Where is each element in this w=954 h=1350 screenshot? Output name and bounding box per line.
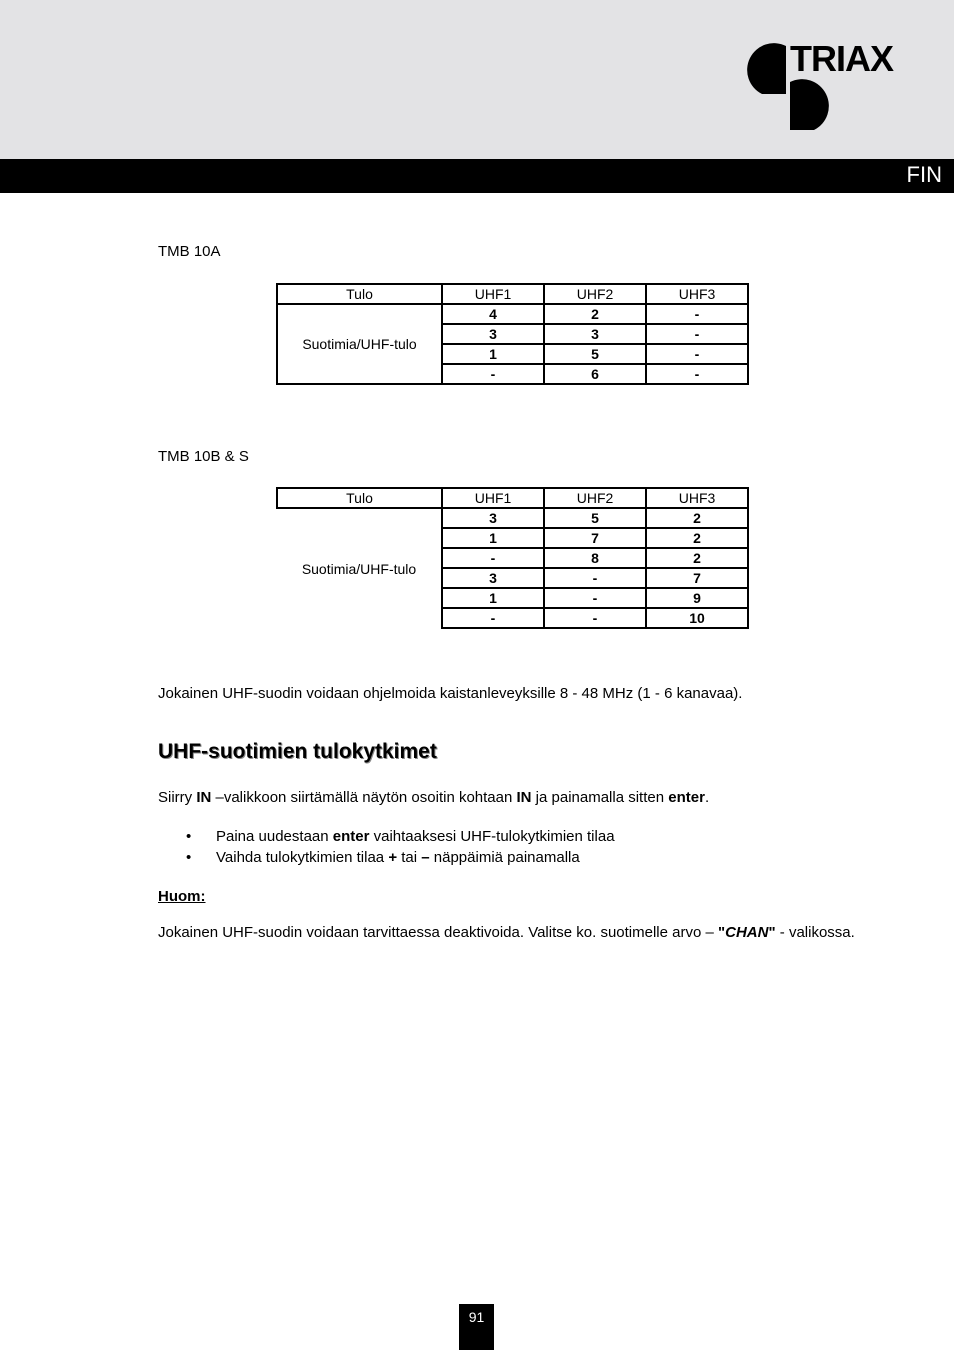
table-cell: -: [646, 304, 748, 324]
text-run: Jokainen UHF-suodin voidaan tarvittaessa deaktivoida. Valitse ko. suotimelle arvo –: [158, 924, 719, 941]
table-cell: 3: [442, 508, 544, 528]
table-cell: 7: [544, 528, 646, 548]
bold-run: enter: [668, 789, 705, 806]
table-cell: 7: [646, 568, 748, 588]
row-label: Suotimia/UHF-tulo: [277, 304, 442, 384]
page-header: [0, 0, 954, 160]
table-b: [276, 487, 749, 629]
bold-run: +: [388, 849, 398, 866]
header-cell: UHF2: [544, 284, 646, 304]
note-paragraph: [158, 924, 869, 942]
list-item: [158, 826, 615, 847]
table-cell: -: [544, 608, 646, 628]
bold-run: IN: [196, 789, 212, 806]
text-run: - valikossa.: [775, 924, 855, 941]
table-cell: 2: [544, 304, 646, 324]
table-cell: 1: [442, 528, 544, 548]
table-cell: -: [544, 588, 646, 608]
text-run: tai: [397, 849, 422, 866]
bullet-list: [158, 826, 615, 868]
row-label: Suotimia/UHF-tulo: [301, 560, 417, 577]
text-run: Siirry: [158, 789, 197, 806]
header-cell: Tulo: [277, 488, 442, 508]
table-cell: 8: [544, 548, 646, 568]
section-heading: UHF-suotimien tulokytkimet: [158, 740, 437, 763]
table-header-row: [277, 488, 748, 508]
bullet-icon: •: [186, 849, 192, 866]
table-cell: -: [646, 324, 748, 344]
header-cell: UHF3: [646, 284, 748, 304]
table-cell: 4: [442, 304, 544, 324]
table-cell: 1: [442, 344, 544, 364]
table-cell: 3: [442, 568, 544, 588]
text-run: näppäimiä painamalla: [429, 849, 580, 866]
table-row: [277, 508, 748, 528]
header-cell: UHF1: [442, 488, 544, 508]
text-run: .: [704, 789, 710, 806]
table-a: [276, 283, 749, 385]
table-b-title: TMB 10B & S: [158, 448, 249, 465]
bold-run: enter: [332, 828, 370, 845]
bold-run: –: [421, 849, 430, 866]
table-cell: 3: [544, 324, 646, 344]
table-cell: -: [646, 344, 748, 364]
header-cell: Tulo: [277, 284, 442, 304]
note-title: Huom:: [158, 888, 206, 905]
brand-name: TRIAX: [790, 38, 893, 79]
table-cell: 3: [442, 324, 544, 344]
text-run: vaihtaaksesi UHF-tulokytkimien tilaa: [369, 828, 615, 845]
list-item: [158, 847, 615, 868]
bullet-icon: •: [186, 828, 192, 845]
language-bar: [0, 159, 954, 193]
table-cell: -: [442, 608, 544, 628]
table-header-row: [277, 284, 748, 304]
table-cell: -: [544, 568, 646, 588]
table-cell: 5: [544, 344, 646, 364]
page-number: 91: [459, 1304, 494, 1350]
text-run: ja painamalla sitten: [531, 789, 669, 806]
text-run: Paina uudestaan: [216, 828, 333, 845]
header-cell: UHF1: [442, 284, 544, 304]
table-cell: 2: [646, 548, 748, 568]
table-row: [277, 304, 748, 324]
table-cell: 10: [646, 608, 748, 628]
table-cell: 2: [646, 528, 748, 548]
bold-run: ": [718, 924, 726, 941]
bold-run: IN: [516, 789, 532, 806]
header-cell: UHF3: [646, 488, 748, 508]
language-label: FIN: [906, 162, 942, 187]
table-cell: -: [442, 548, 544, 568]
table-cell: -: [442, 364, 544, 384]
table-cell: -: [646, 364, 748, 384]
table-cell: 5: [544, 508, 646, 528]
triax-logo: [734, 38, 914, 134]
header-cell: UHF2: [544, 488, 646, 508]
table-cell: 2: [646, 508, 748, 528]
table-a-title: TMB 10A: [158, 243, 221, 260]
intro-text: Jokainen UHF-suodin voidaan ohjelmoida kaistanleveyksille 8 - 48 MHz (1 - 6 kanavaa).: [158, 685, 743, 702]
table-cell: 6: [544, 364, 646, 384]
instruction-paragraph: [158, 789, 709, 806]
table-cell: 1: [442, 588, 544, 608]
text-run: –valikkoon siirtämällä näytön osoitin kohtaan: [211, 789, 517, 806]
bold-run: ": [768, 924, 776, 941]
table-cell: 9: [646, 588, 748, 608]
text-run: Vaihda tulokytkimien tilaa: [216, 849, 389, 866]
bold-italic-run: CHAN: [725, 924, 769, 941]
